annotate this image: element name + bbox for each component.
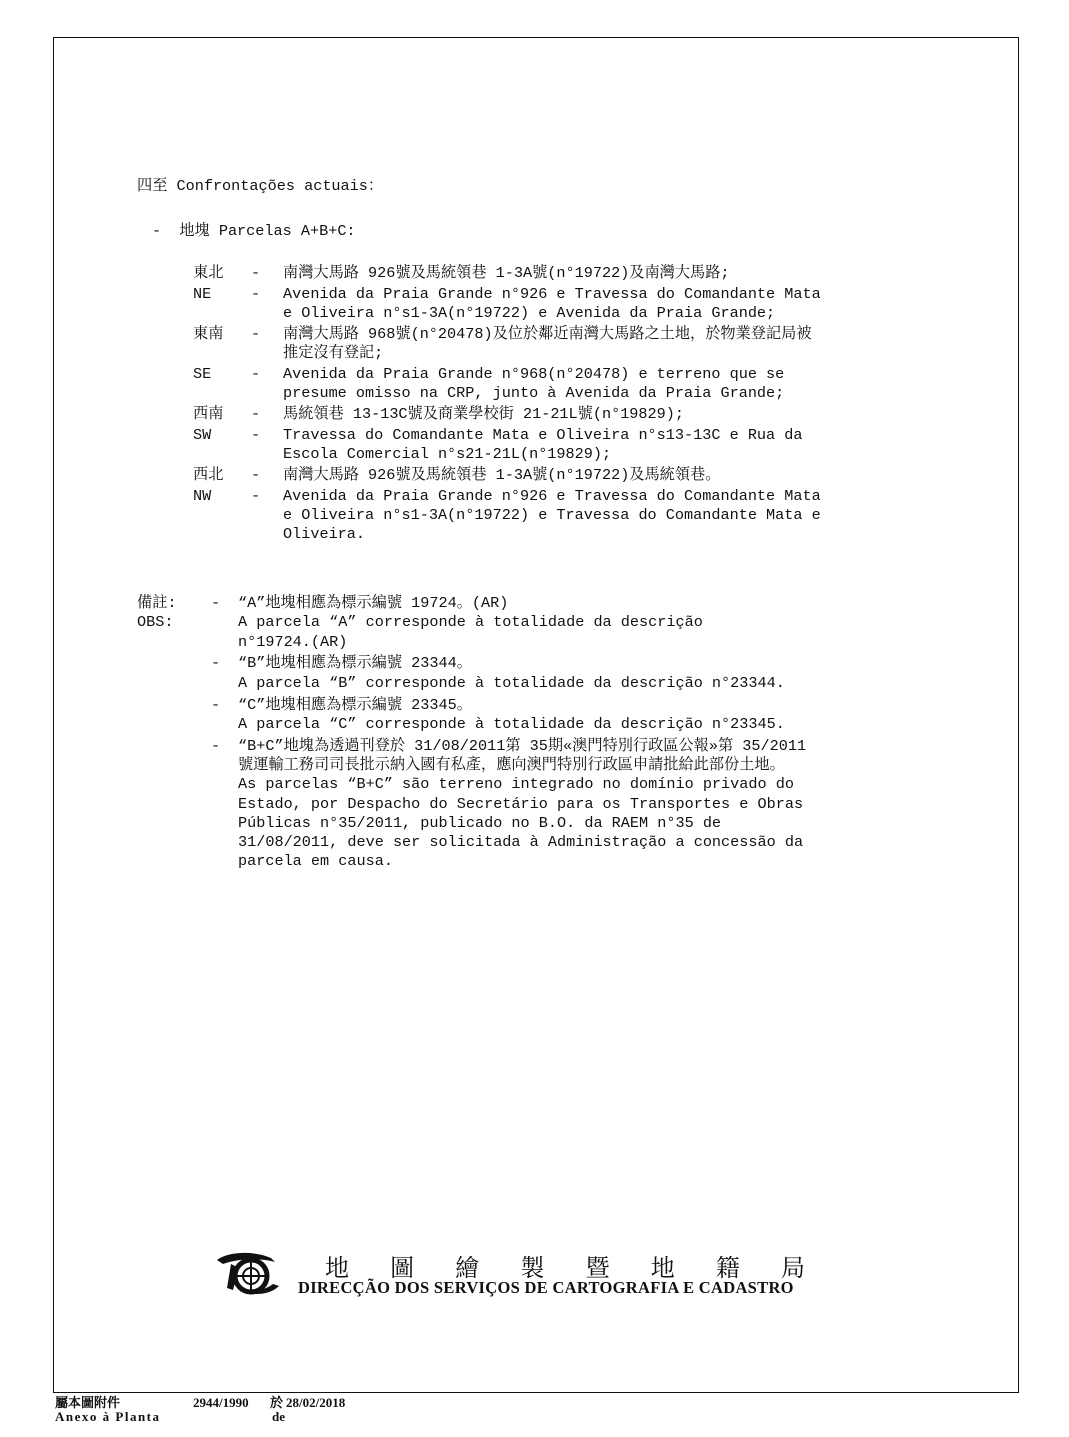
- note-dash: -: [211, 695, 221, 714]
- note-text: Públicas n°35/2011, publicado no B.O. da RAEM n°35 de: [238, 813, 722, 832]
- confrontation-text: 馬統領巷 13-13C號及商業學校街 21-21L號(n°19829);: [283, 405, 684, 424]
- confrontation-dash: -: [251, 466, 261, 484]
- confrontation-direction: NE: [193, 284, 212, 303]
- organization-name-zh-char: 地: [650, 1254, 675, 1282]
- confrontation-text: Avenida da Praia Grande n°968(n°20478) e terreno que se: [283, 365, 785, 383]
- note-text: Estado, por Despacho do Secretário para os Transportes e Obras: [238, 794, 804, 813]
- confrontation-direction: 東北: [193, 264, 224, 282]
- note-text: A parcela “C” corresponde à totalidade da descrição n°23345.: [238, 714, 785, 733]
- confrontation-direction: SW: [193, 425, 212, 444]
- note-text: parcela em causa.: [238, 852, 393, 871]
- note-text: 號運輸工務司司長批示納入國有私產，應向澳門特別行政區申請批給此部份土地。: [238, 755, 785, 774]
- note-text: 31/08/2011, deve ser solicitada à Administração a concessão da: [238, 833, 804, 852]
- confrontation-text: 南灣大馬路 926號及馬統領巷 1-3A號(n°19722)及馬統領巷。: [283, 466, 721, 484]
- note-text: “C”地塊相應為標示編號 23345。: [238, 695, 472, 714]
- confrontations-heading: 四至 Confrontações actuais：: [137, 177, 384, 195]
- confrontation-direction: SE: [193, 365, 212, 383]
- footer-date: 28/02/2018: [286, 1395, 346, 1410]
- note-text: A parcela “B” corresponde à totalidade da descrição n°23344.: [238, 673, 785, 692]
- dscc-logo-icon: [213, 1250, 283, 1296]
- notes-label-pt: OBS:: [137, 613, 174, 631]
- confrontation-dash: -: [251, 425, 261, 444]
- note-text: “A”地塊相應為標示編號 19724。(AR): [238, 594, 509, 612]
- organization-name-zh-char: 繪: [455, 1254, 480, 1282]
- organization-name-zh-char: 局: [780, 1254, 805, 1282]
- organization-name-zh-char: 圖: [390, 1254, 415, 1282]
- confrontation-dash: -: [251, 365, 261, 383]
- confrontation-dash: -: [251, 486, 261, 505]
- confrontation-text: Escola Comercial n°s21-21L(n°19829);: [283, 445, 612, 464]
- note-text: As parcelas “B+C” são terreno integrado no domínio privado do: [238, 775, 794, 794]
- note-dash: -: [211, 736, 221, 755]
- confrontation-text: Avenida da Praia Grande n°926 e Travessa do Comandante Mata: [283, 486, 821, 505]
- parcels-heading: - 地塊 Parcelas A+B+C:: [152, 222, 356, 240]
- footer-sep-zh: 於: [270, 1395, 284, 1410]
- confrontation-text: e Oliveira n°s1-3A(n°19722) e Avenida da Praia Grande;: [283, 304, 776, 323]
- organization-name-zh-char: 製: [520, 1254, 545, 1282]
- confrontation-direction: 西北: [193, 466, 224, 484]
- note-dash: -: [211, 594, 221, 612]
- confrontation-text: presume omisso na CRP, junto à Avenida da Praia Grande;: [283, 384, 785, 403]
- confrontation-direction: 西南: [193, 405, 224, 424]
- footer-plan-number: 2944/1990: [193, 1395, 249, 1410]
- footer-label-zh: 屬本圖附件: [55, 1395, 121, 1410]
- confrontation-dash: -: [251, 324, 261, 343]
- confrontation-dash: -: [251, 264, 261, 282]
- confrontation-text: 推定沒有登記;: [283, 344, 384, 363]
- note-dash: -: [211, 654, 221, 673]
- footer-label-pt: Anexo à Planta: [55, 1409, 161, 1424]
- confrontation-text: Oliveira.: [283, 525, 366, 544]
- note-text: “B+C”地塊為透過刊登於 31/08/2011第 35期«澳門特別行政區公報»第 35/2011: [238, 736, 807, 755]
- organization-name-pt: DIRECÇÃO DOS SERVIÇOS DE CARTOGRAFIA E CADASTRO: [298, 1278, 794, 1297]
- confrontation-dash: -: [251, 284, 261, 303]
- note-text: “B”地塊相應為標示編號 23344。: [238, 654, 472, 673]
- confrontation-text: 南灣大馬路 926號及馬統領巷 1-3A號(n°19722)及南灣大馬路;: [283, 264, 730, 282]
- note-text: A parcela “A” corresponde à totalidade da descrição: [238, 613, 703, 632]
- footer-sep-pt: de: [272, 1409, 285, 1424]
- organization-name-zh-char: 籍: [715, 1254, 740, 1282]
- confrontation-text: Travessa do Comandante Mata e Oliveira n°s13-13C e Rua da: [283, 425, 803, 444]
- organization-name-zh-char: 暨: [585, 1254, 610, 1282]
- notes-label-zh: 備註:: [137, 594, 177, 612]
- note-text: n°19724.(AR): [238, 632, 348, 651]
- confrontation-text: e Oliveira n°s1-3A(n°19722) e Travessa do Comandante Mata e: [283, 506, 821, 525]
- organization-name-zh-char: 地: [325, 1254, 349, 1282]
- confrontation-dash: -: [251, 405, 261, 424]
- confrontation-direction: NW: [193, 486, 212, 505]
- confrontation-text: 南灣大馬路 968號(n°20478)及位於鄰近南灣大馬路之土地，於物業登記局被: [283, 324, 812, 343]
- confrontation-text: Avenida da Praia Grande n°926 e Travessa do Comandante Mata: [283, 284, 821, 303]
- confrontation-direction: 東南: [193, 324, 224, 343]
